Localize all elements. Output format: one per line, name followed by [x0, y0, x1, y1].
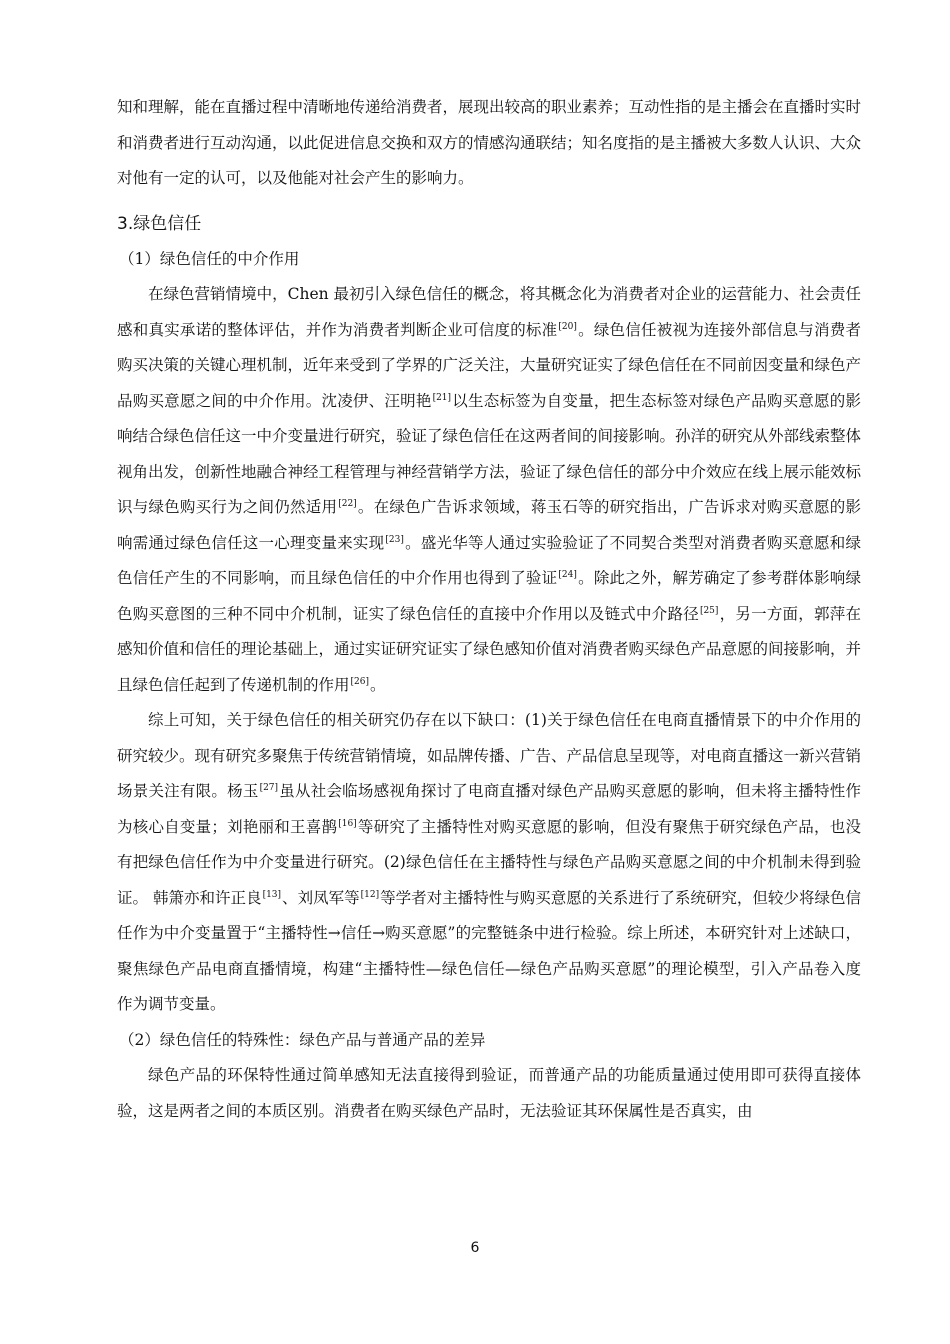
- subsection-title-2: （2）绿色信任的特殊性：绿色产品与普通产品的差异: [119, 1030, 486, 1049]
- page-body: [117, 90, 861, 1129]
- text-run: 以生态标签为自变量，把生态标签对绿色产品购买意愿的影响结合绿色信任这一中介变量进行研究，验证了绿色信任在这两者间的间接影响。孙洋的研究从外部线索整体视角出发，创新性地融合神经工程管理与神经营销学方法，验证了绿色信任的部分中介效应在线上展示能效标识与绿色购买行为之间仍然适用: [117, 391, 862, 516]
- paragraph-green-specificity: 绿色产品的环保特性通过简单感知无法直接得到验证，而普通产品的功能质量通过使用即可获得直接体验，这是两者之间的本质区别。消费者在购买绿色产品时，无法验证其环保属性是否真实，由: [117, 1066, 861, 1120]
- text-run: 。在绿色广告诉求领域，蒋玉石等的研究指出，广告诉求对购买意愿的影响需通过绿色信任这一心理变量来实现: [117, 498, 861, 552]
- page-number: 6: [470, 1240, 480, 1256]
- citation-ref: [16]: [338, 818, 357, 829]
- citation-ref: [21]: [432, 392, 452, 403]
- text-run: 。绿色信任被视为连接外部信息与消费者购买决策的关键心理机制，近年来受到了学界的广泛关注，大量研究证实了绿色信任在不同前因变量和绿色产品购买意愿之间的中介作用。沈凌伊、汪明艳: [117, 320, 862, 410]
- text-run: 、刘凤军等: [282, 888, 360, 907]
- text-run: 。: [370, 675, 386, 694]
- text-run: 等学者对主播特性与购买意愿的关系进行了系统研究，但较少将绿色信任作为中介变量置于“主播特性→信任→购买意愿”的完整链条中进行检验。综上所述，本研究针对上述缺口，聚焦绿色产品电商直播情境，构建“主播特性—绿色信任—绿色产品购买意愿”的理论模型，引入产品卷入度作为调节变量。: [117, 888, 861, 1013]
- text-run: 虽从社会临场感视角探讨了电商直播对绿色产品购买意愿的影响，但未将主播特性作为核心自变量；刘艳丽和王喜鹊: [117, 782, 861, 836]
- citation-ref: [22]: [338, 499, 357, 509]
- citation-ref: [13]: [262, 889, 282, 900]
- citation-ref: [24]: [558, 570, 577, 580]
- text-run: 在绿色营销情境中，Chen 最初引入绿色信任的概念，将其概念化为消费者对企业的运营能力、社会责任感和真实承诺的整体评估，并作为消费者判断企业可信度的标准: [117, 285, 861, 339]
- citation-ref: [20]: [558, 321, 577, 332]
- text-run: 综上可知，关于绿色信任的相关研究仍存在以下缺口：(1)关于绿色信任在电商直播情景下的中介作用的研究较少。现有研究多聚焦于传统营销情境，如品牌传播、广告、产品信息呈现等，对电商直播这一新兴营销场景关注有限。杨玉: [117, 711, 862, 800]
- citation-ref: [26]: [350, 676, 369, 687]
- text-run: ，另一方面，郭萍在感知价值和信任的理论基础上，通过实证研究证实了绿色感知价值对消费者购买绿色产品意愿的间接影响，并且绿色信任起到了传递机制的作用: [117, 604, 862, 694]
- citation-ref: [27]: [259, 783, 279, 793]
- section-heading: 3.绿色信任: [117, 213, 202, 234]
- citation-ref: [12]: [360, 889, 380, 900]
- text-run: 。除此之外，解芳确定了参考群体影响绿色购买意图的三种不同中介机制，证实了绿色信任的直接中介作用以及链式中介路径: [117, 569, 861, 623]
- paragraph-mediating-role: [117, 277, 861, 703]
- citation-ref: [23]: [385, 534, 404, 545]
- text-run: 等研究了主播特性对购买意愿的影响，但没有聚焦于研究绿色产品，也没有把绿色信任作为中介变量进行研究。(2)绿色信任在主播特性与绿色产品购买意愿之间的中介机制未得到验证。 韩箫亦和许正良: [117, 817, 861, 907]
- continued-paragraph: 知和理解，能在直播过程中清晰地传递给消费者，展现出较高的职业素养；互动性指的是主播会在直播时实时和消费者进行互动沟通，以此促进信息交换和双方的情感沟通联结；知名度指的是主播被大多数人认识、大众对他有一定的认可，以及他能对社会产生的影响力。: [117, 98, 862, 187]
- subsection-title-1: （1）绿色信任的中介作用: [119, 249, 300, 268]
- citation-ref: [25]: [699, 605, 719, 616]
- text-run: 。盛光华等人通过实验验证了不同契合类型对消费者购买意愿和绿色信任产生的不同影响，而且绿色信任的中介作用也得到了验证: [117, 533, 861, 587]
- paragraph-research-gap: [117, 703, 861, 1023]
